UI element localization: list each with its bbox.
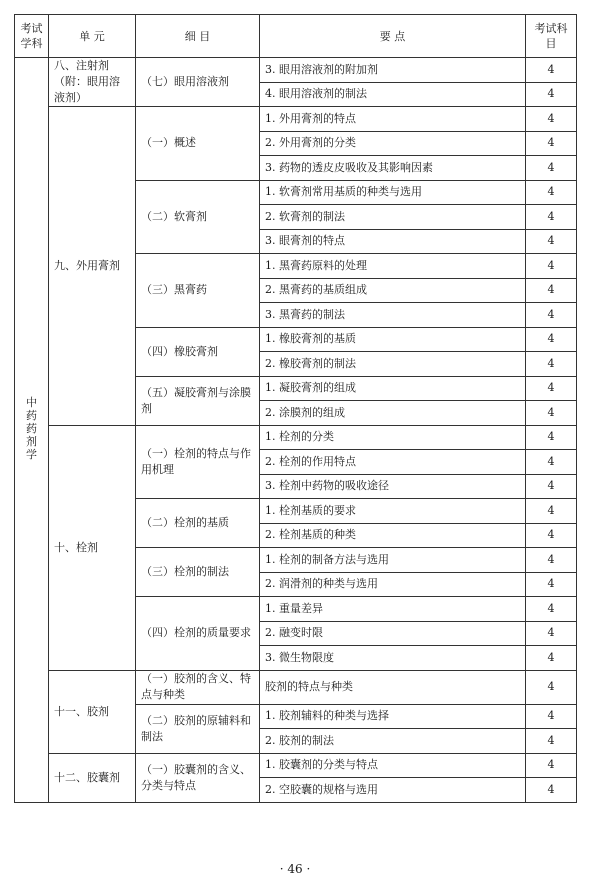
level-cell: 4 — [526, 753, 577, 778]
level-cell: 4 — [526, 450, 577, 475]
subject-label: 中药药剂学 — [26, 396, 37, 462]
point-cell: 1. 栓剂基质的要求 — [260, 499, 526, 524]
level-cell: 4 — [526, 704, 577, 729]
level-cell: 4 — [526, 205, 577, 230]
level-cell: 4 — [526, 376, 577, 401]
point-cell: 2. 外用膏剂的分类 — [260, 131, 526, 156]
level-cell: 4 — [526, 729, 577, 754]
detail-cell: （四）栓剂的质量要求 — [136, 597, 260, 671]
level-cell: 4 — [526, 180, 577, 205]
level-cell: 4 — [526, 646, 577, 671]
header-subject: 考试学科 — [15, 15, 49, 58]
detail-cell: （二）软膏剂 — [136, 180, 260, 254]
point-cell: 2. 胶剂的制法 — [260, 729, 526, 754]
table-row — [15, 107, 577, 132]
level-cell: 4 — [526, 670, 577, 704]
detail-cell: （七）眼用溶液剂 — [136, 58, 260, 107]
level-cell: 4 — [526, 474, 577, 499]
level-cell: 4 — [526, 82, 577, 107]
level-cell: 4 — [526, 401, 577, 426]
detail-cell: （三）黑膏药 — [136, 254, 260, 328]
point-cell: 2. 栓剂的作用特点 — [260, 450, 526, 475]
unit-cell: 八、注射剂（附：眼用溶液剂） — [49, 58, 136, 107]
level-cell: 4 — [526, 303, 577, 328]
point-cell: 1. 胶囊剂的分类与特点 — [260, 753, 526, 778]
detail-cell: （五）凝胶膏剂与涂膜剂 — [136, 376, 260, 425]
detail-cell: （一）胶囊剂的含义、分类与特点 — [136, 753, 260, 802]
detail-cell: （一）胶剂的含义、特点与种类 — [136, 670, 260, 704]
point-cell: 1. 软膏剂常用基质的种类与选用 — [260, 180, 526, 205]
table-row — [15, 753, 577, 778]
point-cell: 3. 药物的透皮皮吸收及其影响因素 — [260, 156, 526, 181]
detail-cell: （三）栓剂的制法 — [136, 548, 260, 597]
level-cell: 4 — [526, 254, 577, 279]
point-cell: 1. 橡胶膏剂的基质 — [260, 327, 526, 352]
header-detail: 细 目 — [136, 15, 260, 58]
level-cell: 4 — [526, 131, 577, 156]
point-cell: 1. 黑膏药原料的处理 — [260, 254, 526, 279]
detail-cell: （二）胶剂的原辅料和制法 — [136, 704, 260, 753]
header-level: 考试科目 — [526, 15, 577, 58]
level-cell: 4 — [526, 107, 577, 132]
header-unit: 单 元 — [49, 15, 136, 58]
point-cell: 1. 重量差异 — [260, 597, 526, 622]
point-cell: 1. 栓剂的分类 — [260, 425, 526, 450]
point-cell: 3. 微生物限度 — [260, 646, 526, 671]
point-cell: 3. 眼用溶液剂的附加剂 — [260, 58, 526, 83]
point-cell: 1. 外用膏剂的特点 — [260, 107, 526, 132]
level-cell: 4 — [526, 352, 577, 377]
point-cell: 3. 栓剂中药物的吸收途径 — [260, 474, 526, 499]
level-cell: 4 — [526, 156, 577, 181]
point-cell: 1. 凝胶膏剂的组成 — [260, 376, 526, 401]
page-number: · 46 · — [279, 862, 311, 876]
table-row — [15, 425, 577, 450]
point-cell: 2. 空胶囊的规格与选用 — [260, 778, 526, 803]
point-cell: 2. 软膏剂的制法 — [260, 205, 526, 230]
level-cell: 4 — [526, 597, 577, 622]
level-cell: 4 — [526, 778, 577, 803]
unit-cell: 九、外用膏剂 — [49, 107, 136, 426]
detail-cell: （一）概述 — [136, 107, 260, 181]
point-cell: 2. 橡胶膏剂的制法 — [260, 352, 526, 377]
level-cell: 4 — [526, 278, 577, 303]
level-cell: 4 — [526, 621, 577, 646]
point-cell: 4. 眼用溶液剂的制法 — [260, 82, 526, 107]
level-cell: 4 — [526, 572, 577, 597]
level-cell: 4 — [526, 548, 577, 573]
level-cell: 4 — [526, 58, 577, 83]
header-points: 要 点 — [260, 15, 526, 58]
table-row — [15, 58, 577, 83]
syllabus-table — [14, 14, 577, 803]
level-cell: 4 — [526, 523, 577, 548]
unit-cell: 十一、胶剂 — [49, 670, 136, 753]
point-cell: 2. 润滑剂的种类与选用 — [260, 572, 526, 597]
table-row — [15, 670, 577, 704]
unit-cell: 十二、胶囊剂 — [49, 753, 136, 802]
detail-cell: （二）栓剂的基质 — [136, 499, 260, 548]
level-cell: 4 — [526, 327, 577, 352]
level-cell: 4 — [526, 499, 577, 524]
detail-cell: （四）橡胶膏剂 — [136, 327, 260, 376]
level-cell: 4 — [526, 229, 577, 254]
point-cell: 2. 栓剂基质的种类 — [260, 523, 526, 548]
point-cell: 3. 眼膏剂的特点 — [260, 229, 526, 254]
point-cell: 2. 融变时限 — [260, 621, 526, 646]
point-cell: 1. 栓剂的制备方法与选用 — [260, 548, 526, 573]
point-cell: 1. 胶剂辅料的种类与选择 — [260, 704, 526, 729]
subject-cell — [15, 58, 49, 803]
detail-cell: （一）栓剂的特点与作用机理 — [136, 425, 260, 499]
point-cell: 2. 黑膏药的基质组成 — [260, 278, 526, 303]
point-cell: 2. 涂膜剂的组成 — [260, 401, 526, 426]
level-cell: 4 — [526, 425, 577, 450]
point-cell: 3. 黑膏药的制法 — [260, 303, 526, 328]
point-cell: 胶剂的特点与种类 — [260, 670, 526, 704]
unit-cell: 十、栓剂 — [49, 425, 136, 670]
